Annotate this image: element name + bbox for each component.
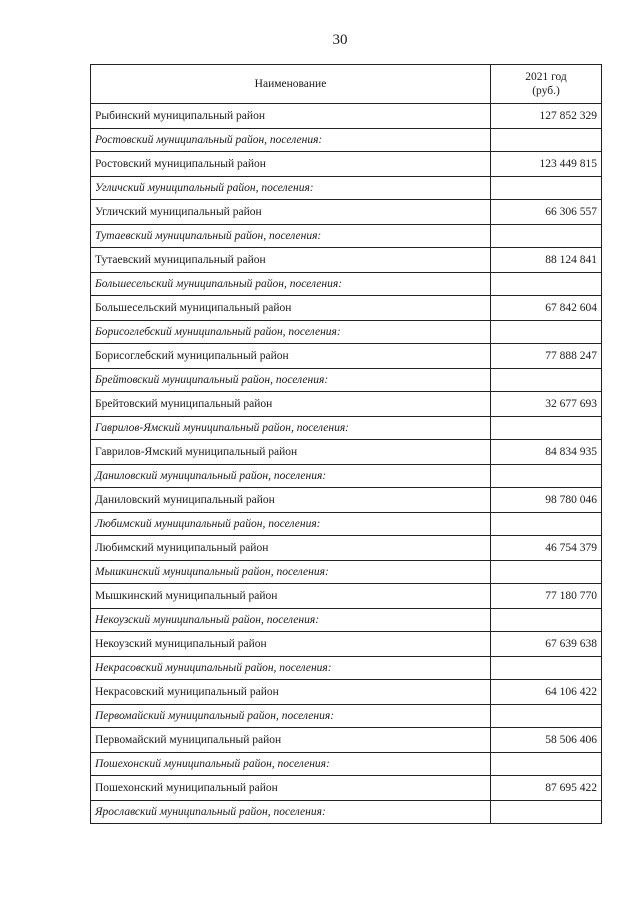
row-value (491, 369, 602, 392)
row-value (491, 177, 602, 200)
table-row-group-heading (91, 705, 602, 728)
table-row (91, 104, 602, 129)
row-group-name: Пошехонский муниципальный район, поселения: (91, 753, 491, 776)
row-group-name: Некоузский муниципальный район, поселения: (91, 609, 491, 632)
row-name: Борисоглебский муниципальный район (91, 344, 491, 369)
row-name: Рыбинский муниципальный район (91, 104, 491, 129)
row-group-name: Большесельский муниципальный район, поселения: (91, 273, 491, 296)
row-name: Брейтовский муниципальный район (91, 392, 491, 417)
row-group-name: Мышкинский муниципальный район, поселения: (91, 561, 491, 584)
column-header-year-unit: (руб.) (532, 85, 560, 97)
row-value (491, 225, 602, 248)
page-number: 30 (332, 32, 348, 48)
row-value: 84 834 935 (491, 440, 602, 465)
row-value (491, 705, 602, 728)
table-row-group-heading (91, 753, 602, 776)
table-header (91, 65, 602, 104)
table-body (91, 104, 602, 824)
table-row-group-heading (91, 609, 602, 632)
row-name: Угличский муниципальный район (91, 200, 491, 225)
row-name: Первомайский муниципальный район (91, 728, 491, 753)
row-value (491, 273, 602, 296)
table-row-group-heading (91, 129, 602, 152)
table-row (91, 584, 602, 609)
table-row-group-heading (91, 321, 602, 344)
row-group-name: Гаврилов-Ямский муниципальный район, поселения: (91, 417, 491, 440)
column-header-year (491, 65, 602, 104)
row-name: Ростовский муниципальный район (91, 152, 491, 177)
row-value (491, 321, 602, 344)
table-row (91, 248, 602, 273)
row-value: 64 106 422 (491, 680, 602, 705)
table-row-group-heading (91, 513, 602, 536)
table-row (91, 296, 602, 321)
row-group-name: Даниловский муниципальный район, поселения: (91, 465, 491, 488)
row-value: 88 124 841 (491, 248, 602, 273)
row-value (491, 417, 602, 440)
table-row (91, 488, 602, 513)
row-name: Любимский муниципальный район (91, 536, 491, 561)
table-row (91, 152, 602, 177)
row-group-name: Тутаевский муниципальный район, поселения: (91, 225, 491, 248)
table-row-group-heading (91, 369, 602, 392)
column-header-name: Наименование (91, 65, 491, 104)
row-value: 58 506 406 (491, 728, 602, 753)
row-value (491, 657, 602, 680)
row-value: 66 306 557 (491, 200, 602, 225)
row-value (491, 465, 602, 488)
row-group-name: Некрасовский муниципальный район, поселения: (91, 657, 491, 680)
row-value (491, 753, 602, 776)
row-value: 67 639 638 (491, 632, 602, 657)
row-value (491, 801, 602, 824)
budget-table (90, 64, 602, 824)
row-value (491, 129, 602, 152)
row-value: 98 780 046 (491, 488, 602, 513)
row-value: 77 888 247 (491, 344, 602, 369)
row-group-name: Первомайский муниципальный район, поселения: (91, 705, 491, 728)
table-row (91, 728, 602, 753)
table-row-group-heading (91, 417, 602, 440)
row-name: Мышкинский муниципальный район (91, 584, 491, 609)
column-header-year-label: 2021 год (525, 71, 567, 83)
table-row (91, 392, 602, 417)
table-row-group-heading (91, 273, 602, 296)
row-name: Некоузский муниципальный район (91, 632, 491, 657)
row-value: 32 677 693 (491, 392, 602, 417)
row-value: 127 852 329 (491, 104, 602, 129)
row-group-name: Любимский муниципальный район, поселения: (91, 513, 491, 536)
row-group-name: Угличский муниципальный район, поселения: (91, 177, 491, 200)
table-row-group-heading (91, 225, 602, 248)
row-group-name: Брейтовский муниципальный район, поселения: (91, 369, 491, 392)
row-name: Некрасовский муниципальный район (91, 680, 491, 705)
row-value: 46 754 379 (491, 536, 602, 561)
table-row (91, 632, 602, 657)
table-row-group-heading (91, 801, 602, 824)
row-value: 77 180 770 (491, 584, 602, 609)
row-group-name: Ярославский муниципальный район, поселения: (91, 801, 491, 824)
row-name: Пошехонский муниципальный район (91, 776, 491, 801)
row-group-name: Борисоглебский муниципальный район, поселения: (91, 321, 491, 344)
row-name: Тутаевский муниципальный район (91, 248, 491, 273)
row-group-name: Ростовский муниципальный район, поселения: (91, 129, 491, 152)
table-row (91, 776, 602, 801)
row-value (491, 513, 602, 536)
table-row (91, 200, 602, 225)
table-row-group-heading (91, 561, 602, 584)
row-value (491, 609, 602, 632)
table-row (91, 536, 602, 561)
table-row (91, 344, 602, 369)
table-row-group-heading (91, 465, 602, 488)
row-value: 87 695 422 (491, 776, 602, 801)
row-name: Даниловский муниципальный район (91, 488, 491, 513)
table-row (91, 440, 602, 465)
row-value: 123 449 815 (491, 152, 602, 177)
row-name: Большесельский муниципальный район (91, 296, 491, 321)
row-name: Гаврилов-Ямский муниципальный район (91, 440, 491, 465)
table-row (91, 680, 602, 705)
header-row (91, 65, 602, 104)
table-row-group-heading (91, 177, 602, 200)
table-row-group-heading (91, 657, 602, 680)
row-value (491, 561, 602, 584)
row-value: 67 842 604 (491, 296, 602, 321)
